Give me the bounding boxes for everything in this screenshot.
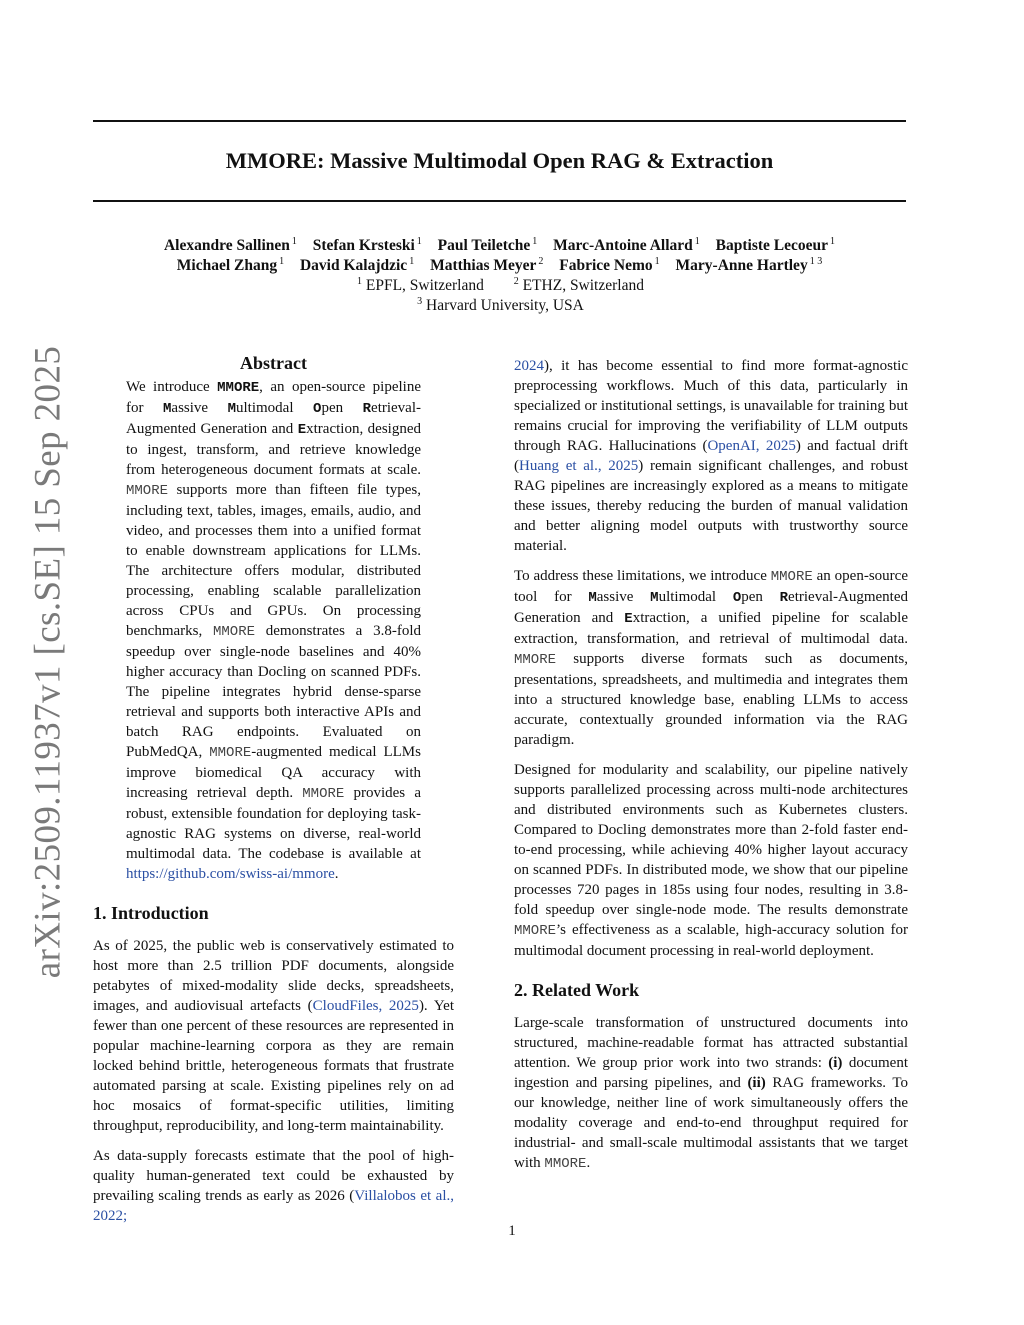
intro-paragraph-1: As of 2025, the public web is conservatively estimated to host more than 2.5 trillion PDF documents, alongside petabytes of mixed-modality slide decks, spreadsheets, images, and audiovisual artefacts (CloudFiles, 2025). Yet fewer than one percent of these resources are represented in popular machine-learning corpora as they are remain locked behind brittle, heterogeneous formats that frustrate automated parsing at scale. Existing pipelines rely on ad hoc mosaics of format-specific utilities, limiting throughput, reproducibility, and long-term maintainability. (93, 938, 454, 1134)
author-name: Matthias Meyer (430, 257, 537, 274)
mmore-name: MMORE (544, 1156, 587, 1172)
mmore-name: MMORE (126, 483, 169, 499)
author-affiliation-mark: 1 (409, 255, 415, 267)
citation-cloudfiles[interactable]: CloudFiles, 2025 (312, 998, 419, 1014)
author-affiliation-mark: 1 (532, 235, 538, 247)
author-name: Stefan Krsteski (312, 237, 415, 254)
affiliation (512, 277, 644, 294)
author (177, 257, 284, 274)
author-affiliation-mark: 1 (694, 235, 700, 247)
author (300, 257, 414, 274)
author-affiliation-mark: 1 (416, 235, 422, 247)
introduction-heading: 1. Introduction (93, 903, 209, 923)
affiliation-text: Harvard University, USA (426, 297, 584, 314)
author (313, 237, 422, 254)
author-affiliation-mark: 1 (279, 255, 285, 267)
intro-paragraph-2: As data-supply forecasts estimate that the pool of high-quality human-generated text could be exhausted by prevailing scaling trends as early as 2026 (Villalobos et al., 2022; (93, 1148, 455, 1224)
author (430, 257, 543, 274)
affiliation (415, 297, 584, 314)
mmore-name: MMORE (770, 569, 813, 585)
author (676, 257, 823, 274)
affiliation-text: EPFL, Switzerland (365, 277, 484, 294)
citation-openai[interactable]: OpenAI, 2025 (707, 438, 796, 454)
mmore-name: MMORE (514, 652, 557, 668)
mmore-name: MMORE (212, 624, 255, 640)
mmore-name: MMORE (217, 380, 260, 396)
author-name: Alexandre Sallinen (163, 237, 290, 254)
citation-villalobos-2024[interactable]: 2024 (514, 358, 544, 374)
intro-paragraph-2-continued: 2024), it has become essential to find more format-agnostic preprocessing workflows. Much of this data, particularly in specialized or institutional settings, is unavailable for training but remains crucial for improving the verifiability of LLM outputs through RAG. Hallucinations (OpenAI, 2025) and factual drift (Huang et al., 2025) remain significant challenges, and robust RAG pipelines are increasingly explored as a means to mitigate these issues, thereby reducing the burden of manual validation and better aligning model outputs with trustworthy source material. (514, 358, 909, 554)
author-name: David Kalajdzic (299, 257, 408, 274)
title-bottom-rule (93, 200, 906, 202)
author-line-1 (93, 236, 906, 256)
abstract-section (126, 352, 421, 884)
affiliation-number: 1 (357, 275, 362, 287)
abstract-heading: Abstract (240, 353, 307, 373)
author-affiliation-mark: 1 (654, 255, 660, 267)
citation-villalobos[interactable]: Villalobos et al., 2022; (93, 1188, 455, 1224)
author-affiliation-mark: 2 (538, 255, 544, 267)
author (553, 237, 700, 254)
affiliation (355, 277, 484, 294)
affiliation-number: 2 (513, 275, 519, 287)
related-work-heading: 2. Related Work (514, 980, 640, 1000)
author-name: Mary-Anne Hartley (675, 257, 808, 274)
left-column (93, 352, 454, 1236)
affiliation-text: ETHZ, Switzerland (522, 277, 644, 294)
mmore-name: MMORE (209, 745, 252, 761)
author-affiliation-mark: 1 (291, 235, 297, 247)
page-number: 1 (508, 1223, 516, 1239)
author (438, 237, 538, 254)
author (164, 237, 297, 254)
author-name: Baptiste Lecoeur (715, 237, 828, 254)
author-line-2 (93, 256, 906, 276)
author-block (93, 236, 906, 316)
right-column (514, 356, 908, 1184)
author-name: Marc-Antoine Allard (553, 237, 693, 254)
mmore-name: MMORE (514, 923, 557, 939)
author (559, 257, 659, 274)
abstract-paragraph: We introduce MMORE, an open-source pipeline for Massive Multimodal Open Retrieval-Augmented Generation and Extraction, designed to ingest, transform, and retrieve knowledge from heterogeneous document formats at scale. MMORE supports more than fifteen file types, including text, tables, images, emails, audio, and video, and processes them into a unified format to enable downstream applications for LLMs. The architecture offers modular, distributed processing, enabling scalable parallelization across CPUs and GPUs. On processing benchmarks, MMORE demonstrates a 3.8-fold speedup over single-node baselines and 40% higher accuracy than Docling on scanned PDFs. The pipeline integrates hybrid dense-sparse retrieval and supports both interactive APIs and batch RAG endpoints. Evaluated on PubMedQA, MMORE-augmented medical LLMs improve biomedical QA accuracy with increasing retrieval depth. MMORE provides a robust, extensible foundation for deploying task-agnostic RAG systems on diverse, real-world multimodal data. The codebase is available at https://github.com/swiss-ai/mmore. (126, 379, 421, 882)
intro-paragraph-4: Designed for modularity and scalability, our pipeline natively supports parallelized processing across multi-node architectures and distributed environments such as Kubernetes clusters. Compared to Docling demonstrates more than 2-fold faster end-to-end processing, while achieving 40% higher layout accuracy on scanned PDFs. In distributed mode, we show that our pipeline processes 720 pages in 185s using four nodes, resulting in 3.8-fold speedup over single-node mode. The results demonstrate MMORE’s effectiveness as a scalable, high-accuracy solution for multimodal document processing in real-world deployment. (514, 762, 908, 959)
author-affiliation-mark: 1 3 (809, 255, 823, 267)
arxiv-identifier-stamp: arXiv:2509.11937v1 [cs.SE] 15 Sep 2025 (27, 345, 69, 979)
affiliation-line-1 (93, 276, 906, 296)
author-name: Michael Zhang (176, 257, 278, 274)
affiliation-number: 3 (417, 295, 423, 307)
mmore-name: MMORE (302, 786, 345, 802)
paper-title: MMORE: Massive Multimodal Open RAG & Extraction (225, 148, 774, 173)
codebase-link[interactable]: https://github.com/swiss-ai/mmore (126, 866, 335, 882)
author (716, 237, 835, 254)
related-paragraph-1: Large-scale transformation of unstructured documents into structured, machine-readable format has attracted substantial attention. We group prior work into two strands: (i) document ingestion and parsing pipelines, and (ii) RAG frameworks. To our knowledge, neither line of work simultaneously offers the modality coverage and end-to-end throughput required for industrial- and small-scale multimodal assistants that we target with MMORE. (514, 1015, 908, 1172)
author-name: Paul Teiletche (437, 237, 531, 254)
citation-huang[interactable]: Huang et al., 2025 (519, 458, 639, 474)
title-top-rule (93, 120, 906, 122)
author-name: Fabrice Nemo (559, 257, 653, 274)
affiliation-line-2 (93, 296, 906, 316)
intro-paragraph-3: To address these limitations, we introduce MMORE an open-source tool for Massive Multimodal Open Retrieval-Augmented Generation and Extraction, a unified pipeline for scalable extraction, transformation, and retrieval of multimodal data. MMORE supports diverse formats such as documents, presentations, spreadsheets, and multimedia and integrates them into a structured knowledge base, enabling LLMs to access accurate, contextually grounded information via the RAG paradigm. (514, 568, 909, 748)
author-affiliation-mark: 1 (830, 235, 835, 247)
